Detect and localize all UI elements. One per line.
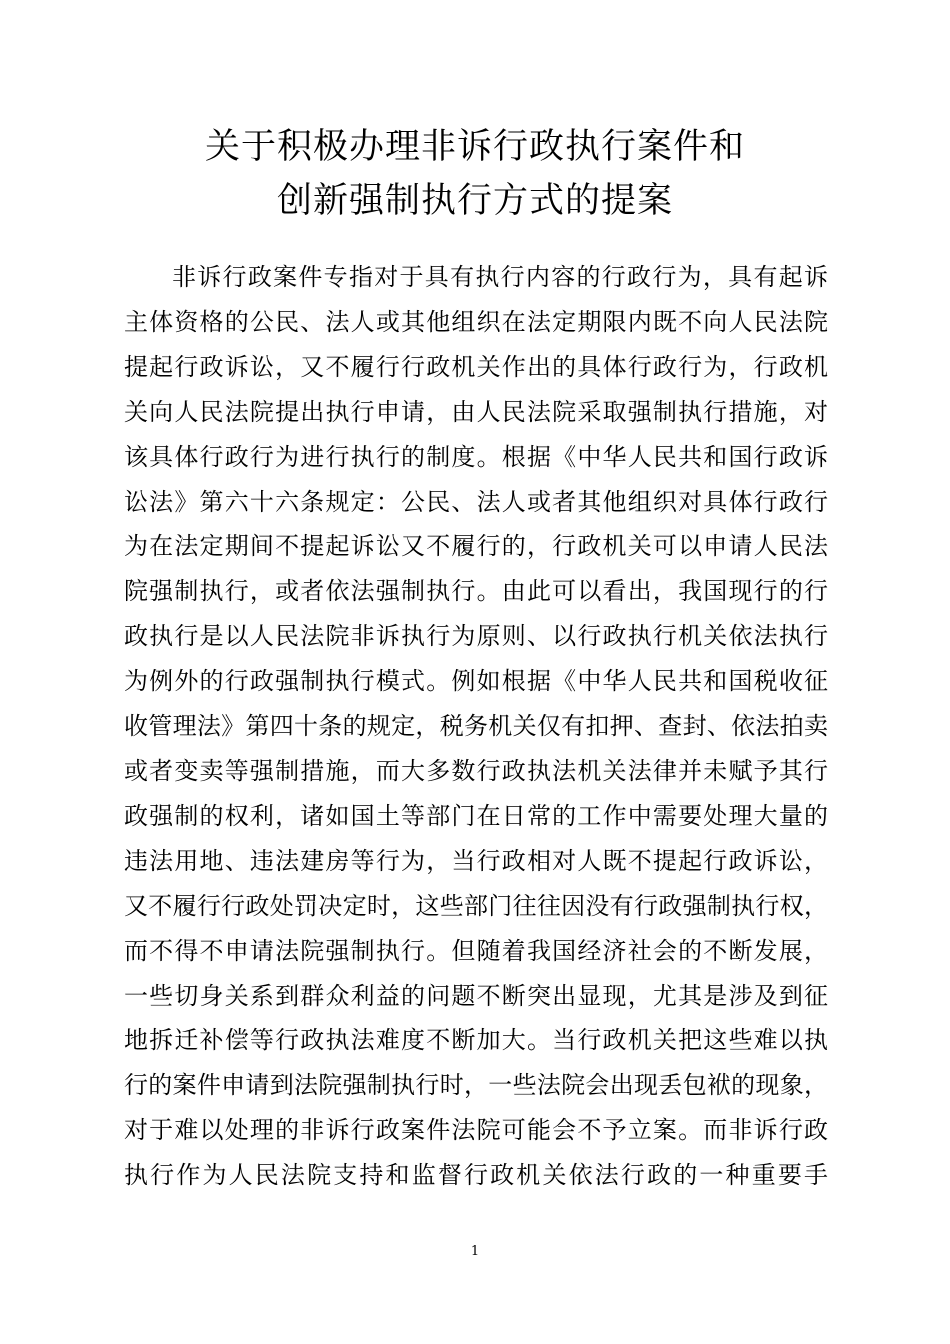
body-line-18: 地拆迁补偿等行政执法难度不断加大。当行政机关把这些难以执 bbox=[124, 1026, 828, 1055]
body-line-8: 院强制执行，或者依法强制执行。由此可以看出，我国现行的行 bbox=[124, 577, 828, 606]
body-line-1: 非诉行政案件专指对于具有执行内容的行政行为，具有起诉 bbox=[172, 263, 828, 291]
body-line-16: 而不得不申请法院强制执行。但随着我国经济社会的不断发展， bbox=[124, 936, 828, 965]
title-line-2: 创新强制执行方式的提案 bbox=[276, 181, 673, 221]
body-line-20: 对于难以处理的非诉行政案件法院可能会不予立案。而非诉行政 bbox=[124, 1116, 828, 1145]
body-paragraph bbox=[124, 255, 828, 1198]
body-line-7: 为在法定期间不提起诉讼又不履行的，行政机关可以申请人民法 bbox=[124, 532, 828, 561]
document-title bbox=[0, 120, 950, 228]
body-line-10: 为例外的行政强制执行模式。例如根据《中华人民共和国税收征 bbox=[124, 667, 828, 696]
body-line-5: 该具体行政行为进行执行的制度。根据《中华人民共和国行政诉 bbox=[124, 442, 828, 471]
body-line-14: 违法用地、违法建房等行为，当行政相对人既不提起行政诉讼， bbox=[124, 846, 828, 875]
body-line-17: 一些切身关系到群众利益的问题不断突出显现，尤其是涉及到征 bbox=[124, 981, 828, 1010]
body-line-2: 主体资格的公民、法人或其他组织在法定期限内既不向人民法院 bbox=[124, 307, 828, 336]
body-line-3: 提起行政诉讼，又不履行行政机关作出的具体行政行为，行政机 bbox=[124, 352, 828, 381]
body-line-4: 关向人民法院提出执行申请，由人民法院采取强制执行措施，对 bbox=[124, 397, 828, 426]
page-number: 1 bbox=[470, 1244, 480, 1259]
body-line-19: 行的案件申请到法院强制执行时，一些法院会出现丢包袱的现象， bbox=[124, 1071, 828, 1100]
body-line-6: 讼法》第六十六条规定：公民、法人或者其他组织对具体行政行 bbox=[124, 487, 828, 516]
body-line-9: 政执行是以人民法院非诉执行为原则、以行政执行机关依法执行 bbox=[124, 622, 828, 651]
body-line-15: 又不履行行政处罚决定时，这些部门往往因没有行政强制执行权， bbox=[124, 891, 828, 920]
body-line-13: 政强制的权利，诸如国土等部门在日常的工作中需要处理大量的 bbox=[124, 801, 828, 830]
body-line-11: 收管理法》第四十条的规定，税务机关仅有扣押、查封、依法拍卖 bbox=[124, 712, 828, 741]
body-line-21: 执行作为人民法院支持和监督行政机关依法行政的一种重要手 bbox=[124, 1161, 828, 1190]
title-line-1: 关于积极办理非诉行政执行案件和 bbox=[204, 127, 745, 167]
body-line-12: 或者变卖等强制措施，而大多数行政执法机关法律并未赋予其行 bbox=[124, 756, 828, 785]
